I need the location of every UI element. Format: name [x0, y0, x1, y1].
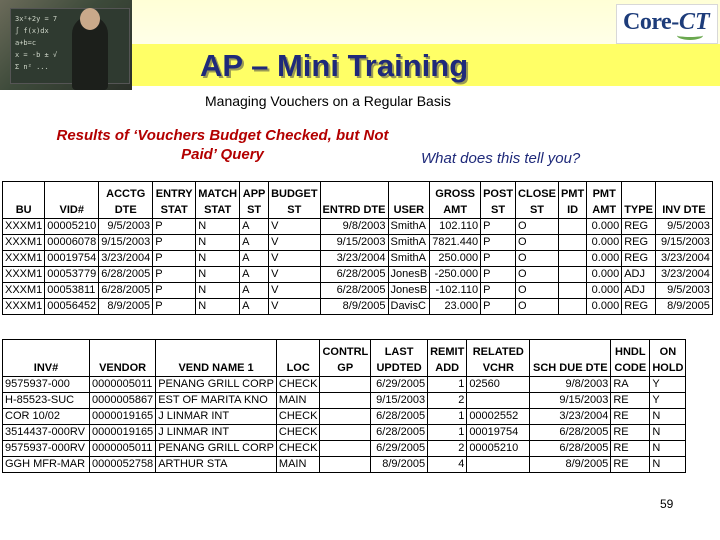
table-cell: 00053779 [45, 267, 99, 283]
column-header: HNDL CODE [611, 340, 650, 377]
column-header: PMT AMT [587, 182, 622, 219]
table-cell: P [153, 219, 196, 235]
table-cell: O [516, 299, 559, 315]
table-cell [467, 457, 530, 473]
column-header: LOC [276, 340, 320, 377]
table-cell: 00019754 [467, 425, 530, 441]
table-cell: 0.000 [587, 299, 622, 315]
table-cell: 1 [428, 409, 467, 425]
table-cell: P [153, 299, 196, 315]
table-cell [320, 377, 371, 393]
core-ct-logo [616, 4, 718, 44]
table-cell: P [481, 299, 516, 315]
table-cell: V [269, 267, 320, 283]
table-cell: 00053811 [45, 283, 99, 299]
table-cell: 6/28/2005 [530, 441, 611, 457]
page-subtitle: Managing Vouchers on a Regular Basis [205, 93, 451, 109]
table-cell: 3/23/2004 [320, 251, 388, 267]
table-cell: Y [650, 377, 686, 393]
column-header: INV DTE [655, 182, 712, 219]
table-cell: 6/28/2005 [99, 267, 153, 283]
table-cell: RE [611, 409, 650, 425]
table-cell [320, 441, 371, 457]
column-header: PMT ID [558, 182, 586, 219]
table-cell: 9575937-000RV [3, 441, 90, 457]
table-cell: CHECK [276, 441, 320, 457]
table-cell: ARTHUR STA [156, 457, 277, 473]
table-cell: REG [622, 299, 656, 315]
table-cell: 02560 [467, 377, 530, 393]
table-cell: 9575937-000 [3, 377, 90, 393]
table-cell: XXXM1 [3, 251, 45, 267]
table-cell [558, 235, 586, 251]
column-header: CLOSE ST [516, 182, 559, 219]
table-cell [558, 219, 586, 235]
table-cell: A [240, 267, 269, 283]
table-cell: N [650, 425, 686, 441]
table-cell [320, 409, 371, 425]
table-cell [558, 299, 586, 315]
table-cell: JonesB [388, 283, 430, 299]
table-cell: V [269, 299, 320, 315]
table-row [3, 457, 686, 473]
table-cell: N [196, 235, 240, 251]
table-cell: 2 [428, 393, 467, 409]
question-caption: What does this tell you? [421, 150, 581, 167]
table-cell: RA [611, 377, 650, 393]
table-cell: 3/23/2004 [99, 251, 153, 267]
table-cell: XXXM1 [3, 299, 45, 315]
table-cell: A [240, 219, 269, 235]
table-cell: MAIN [276, 393, 320, 409]
table-cell: V [269, 283, 320, 299]
table-cell: 0.000 [587, 251, 622, 267]
table-row [3, 393, 686, 409]
table-cell: P [153, 283, 196, 299]
table-cell: 00005210 [45, 219, 99, 235]
table-cell: A [240, 283, 269, 299]
table-cell: RE [611, 393, 650, 409]
table-cell: 0.000 [587, 267, 622, 283]
table-cell: O [516, 219, 559, 235]
page-number: 59 [660, 497, 674, 511]
column-header: TYPE [622, 182, 656, 219]
table-row [3, 283, 713, 299]
table-cell: XXXM1 [3, 283, 45, 299]
table-cell: 6/28/2005 [320, 283, 388, 299]
table-cell: 0.000 [587, 235, 622, 251]
table-cell: REG [622, 235, 656, 251]
table-cell: J LINMAR INT [156, 425, 277, 441]
table-cell: N [650, 409, 686, 425]
table-cell: V [269, 235, 320, 251]
column-header: ACCTG DTE [99, 182, 153, 219]
teacher-head [80, 8, 100, 30]
table-cell: -250.000 [430, 267, 481, 283]
table-cell: ADJ [622, 283, 656, 299]
table-cell: O [516, 267, 559, 283]
table-cell: PENANG GRILL CORP [156, 441, 277, 457]
table-cell: 2 [428, 441, 467, 457]
table-cell: P [153, 235, 196, 251]
table-cell: V [269, 219, 320, 235]
table-cell: PENANG GRILL CORP [156, 377, 277, 393]
column-header: INV# [3, 340, 90, 377]
vendor-details-table [2, 339, 686, 473]
table-cell: 9/5/2003 [99, 219, 153, 235]
table-cell: 7821.440 [430, 235, 481, 251]
chalk-line: Σ n² ... [15, 63, 49, 71]
column-header: USER [388, 182, 430, 219]
table-row [3, 425, 686, 441]
table-row [3, 251, 713, 267]
table-cell: 23.000 [430, 299, 481, 315]
column-header: VENDOR [90, 340, 156, 377]
page-title: AP – Mini Training [200, 48, 469, 83]
table-cell: JonesB [388, 267, 430, 283]
column-header: VEND NAME 1 [156, 340, 277, 377]
table-cell: -102.110 [430, 283, 481, 299]
table-cell: 0.000 [587, 283, 622, 299]
table-cell: N [650, 457, 686, 473]
table-cell: 9/5/2003 [655, 219, 712, 235]
table-cell [320, 393, 371, 409]
table-cell: SmithA [388, 219, 430, 235]
table-cell: 0000005867 [90, 393, 156, 409]
column-header: POST ST [481, 182, 516, 219]
table-cell: P [481, 251, 516, 267]
table-cell: 00005210 [467, 441, 530, 457]
column-header: APP ST [240, 182, 269, 219]
table-cell: 3/23/2004 [530, 409, 611, 425]
table-cell: COR 10/02 [3, 409, 90, 425]
table-cell: 3/23/2004 [655, 251, 712, 267]
table-cell: N [650, 441, 686, 457]
table-cell: RE [611, 457, 650, 473]
table-cell: P [481, 219, 516, 235]
table-cell: 6/28/2005 [530, 425, 611, 441]
table-cell: 00006078 [45, 235, 99, 251]
table-cell: 6/28/2005 [371, 425, 428, 441]
table-cell: XXXM1 [3, 235, 45, 251]
table-cell: 1 [428, 425, 467, 441]
table-cell: XXXM1 [3, 219, 45, 235]
table-cell: GGH MFR-MAR [3, 457, 90, 473]
table-cell: 0000005011 [90, 377, 156, 393]
table-cell: A [240, 251, 269, 267]
column-header: LAST UPDTED [371, 340, 428, 377]
chalkboard-photo [0, 0, 132, 90]
table-header-row [3, 340, 686, 377]
table-cell: 9/8/2003 [320, 219, 388, 235]
table-cell: 0000019165 [90, 409, 156, 425]
column-header: CONTRL GP [320, 340, 371, 377]
table-cell: 6/28/2005 [371, 409, 428, 425]
table-cell [558, 251, 586, 267]
vouchers-table [2, 181, 713, 315]
column-header: VID# [45, 182, 99, 219]
table-cell: 0000052758 [90, 457, 156, 473]
table-cell: REG [622, 219, 656, 235]
table-cell: ADJ [622, 267, 656, 283]
table-cell: 8/9/2005 [99, 299, 153, 315]
column-header: MATCH STAT [196, 182, 240, 219]
table-cell: H-85523-SUC [3, 393, 90, 409]
table-row [3, 299, 713, 315]
column-header: SCH DUE DTE [530, 340, 611, 377]
table-cell: CHECK [276, 409, 320, 425]
column-header: RELATED VCHR [467, 340, 530, 377]
column-header: ON HOLD [650, 340, 686, 377]
table-cell: 8/9/2005 [530, 457, 611, 473]
table-cell: O [516, 235, 559, 251]
table-cell: A [240, 235, 269, 251]
table-cell: 6/28/2005 [320, 267, 388, 283]
table-cell [467, 393, 530, 409]
table-cell: 6/29/2005 [371, 441, 428, 457]
chalkboard [10, 8, 130, 84]
results-caption: Results of ‘Vouchers Budget Checked, but Not Paid’ Query [56, 127, 389, 163]
table-row [3, 267, 713, 283]
table-cell: N [196, 299, 240, 315]
table-cell: 00002552 [467, 409, 530, 425]
table-cell: 0000005011 [90, 441, 156, 457]
table-cell: 8/9/2005 [320, 299, 388, 315]
table-header-row [3, 182, 713, 219]
table-cell: 3/23/2004 [655, 267, 712, 283]
table-cell: SmithA [388, 251, 430, 267]
column-header: ENTRY STAT [153, 182, 196, 219]
table-cell: P [481, 235, 516, 251]
table-cell: 0000019165 [90, 425, 156, 441]
column-header: REMIT ADD [428, 340, 467, 377]
table-cell: 1 [428, 377, 467, 393]
table-cell: MAIN [276, 457, 320, 473]
table-cell: V [269, 251, 320, 267]
chalk-line: a+b=c [15, 39, 37, 47]
table-cell: P [153, 251, 196, 267]
table-cell: CHECK [276, 377, 320, 393]
table-cell: 00056452 [45, 299, 99, 315]
table-cell: CHECK [276, 425, 320, 441]
column-header: BU [3, 182, 45, 219]
chalk-line: x = -b ± √ [15, 51, 58, 59]
table-cell: N [196, 267, 240, 283]
logo-swoosh-icon [677, 31, 703, 40]
table-cell [558, 267, 586, 283]
table-cell: 9/15/2003 [371, 393, 428, 409]
column-header: ENTRD DTE [320, 182, 388, 219]
table-cell: P [481, 283, 516, 299]
table-cell: N [196, 251, 240, 267]
table-cell: 4 [428, 457, 467, 473]
table-row [3, 441, 686, 457]
table-cell: EST OF MARITA KNO [156, 393, 277, 409]
table-cell [558, 283, 586, 299]
table-cell: DavisC [388, 299, 430, 315]
table-cell: N [196, 219, 240, 235]
column-header: BUDGET ST [269, 182, 320, 219]
table-cell: Y [650, 393, 686, 409]
logo-ct-text: CT [679, 9, 710, 35]
chalk-line: ∫ f(x)dx [15, 27, 49, 35]
table-row [3, 219, 713, 235]
table-cell: 9/15/2003 [530, 393, 611, 409]
table-cell: RE [611, 425, 650, 441]
table-cell: J LINMAR INT [156, 409, 277, 425]
table-cell [320, 425, 371, 441]
chalk-line: 3x²+2y = 7 [15, 15, 58, 23]
table-cell: N [196, 283, 240, 299]
table-cell: 9/15/2003 [320, 235, 388, 251]
table-cell: 8/9/2005 [655, 299, 712, 315]
table-cell: A [240, 299, 269, 315]
table-cell: 3514437-000RV [3, 425, 90, 441]
table-row [3, 235, 713, 251]
table-cell: 9/5/2003 [655, 283, 712, 299]
table-cell: 102.110 [430, 219, 481, 235]
table-cell: 6/28/2005 [99, 283, 153, 299]
table-cell: O [516, 251, 559, 267]
table-cell: SmithA [388, 235, 430, 251]
table-cell: 9/15/2003 [655, 235, 712, 251]
table-cell: 9/15/2003 [99, 235, 153, 251]
table-cell: RE [611, 441, 650, 457]
table-cell: 9/8/2003 [530, 377, 611, 393]
table-cell: P [481, 267, 516, 283]
table-cell [320, 457, 371, 473]
table-row [3, 377, 686, 393]
table-row [3, 409, 686, 425]
table-cell: XXXM1 [3, 267, 45, 283]
logo-core-text: Core- [623, 9, 679, 35]
column-header: GROSS AMT [430, 182, 481, 219]
table-cell: REG [622, 251, 656, 267]
table-cell: 00019754 [45, 251, 99, 267]
table-cell: 0.000 [587, 219, 622, 235]
table-cell: O [516, 283, 559, 299]
table-cell: 250.000 [430, 251, 481, 267]
table-cell: 8/9/2005 [371, 457, 428, 473]
table-cell: 6/29/2005 [371, 377, 428, 393]
table-cell: P [153, 267, 196, 283]
